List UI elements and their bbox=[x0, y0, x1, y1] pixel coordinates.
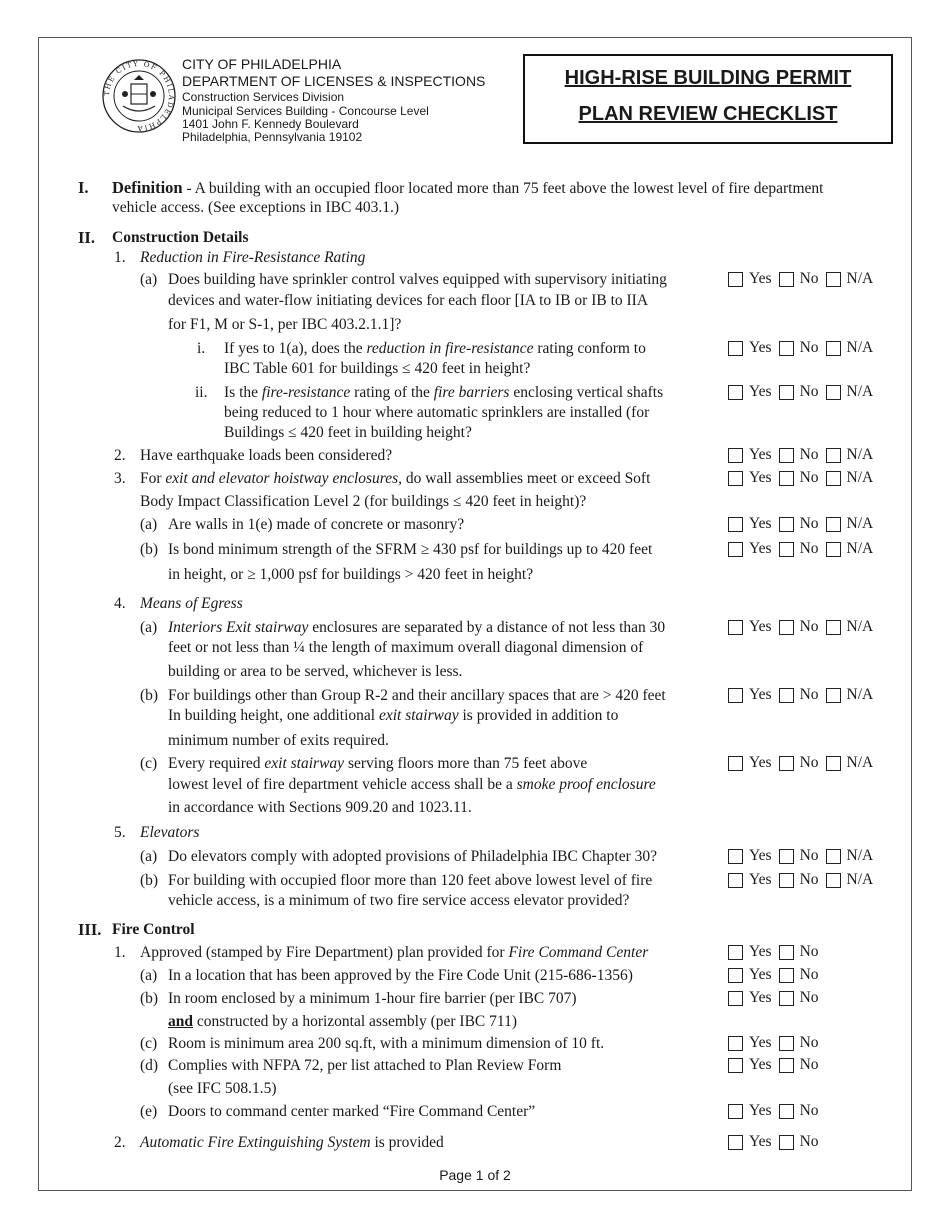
question-text: For buildings other than Group R-2 and their ancillary spaces that are > 420 feet bbox=[168, 687, 666, 704]
question-text: building or area to be served, whichever is less. bbox=[168, 663, 463, 680]
na-label: N/A bbox=[846, 339, 874, 356]
yes-checkbox[interactable] bbox=[728, 873, 743, 888]
yes-checkbox[interactable] bbox=[728, 272, 743, 287]
subitem-label: (c) bbox=[140, 1035, 158, 1052]
page-number: Page 1 of 2 bbox=[439, 1167, 511, 1183]
question-text: devices and water-flow initiating devices for each floor [IA to IB or IB to IIA bbox=[168, 292, 649, 309]
no-checkbox[interactable] bbox=[779, 517, 794, 532]
yes-label: Yes bbox=[749, 847, 772, 864]
subitem-label: (d) bbox=[140, 1057, 159, 1074]
no-checkbox[interactable] bbox=[779, 1058, 794, 1073]
definition-text-line2: vehicle access. (See exceptions in IBC 403.1.) bbox=[112, 199, 400, 216]
na-checkbox[interactable] bbox=[826, 873, 841, 888]
subitem-label: (a) bbox=[140, 619, 158, 636]
question-text: In room enclosed by a minimum 1-hour fire barrier (per IBC 707) bbox=[168, 990, 577, 1007]
answer-options bbox=[728, 943, 826, 961]
yes-label: Yes bbox=[749, 1034, 772, 1051]
question-text: IBC Table 601 for buildings ≤ 420 feet in height? bbox=[224, 360, 531, 377]
question-text: feet or not less than ¼ the length of maximum overall diagonal dimension of bbox=[168, 639, 644, 656]
item-number: 1. bbox=[114, 249, 126, 266]
no-label: No bbox=[799, 754, 819, 771]
na-label: N/A bbox=[846, 383, 874, 400]
na-label: N/A bbox=[846, 686, 874, 703]
yes-checkbox[interactable] bbox=[728, 1135, 743, 1150]
question-text: Is bond minimum strength of the SFRM ≥ 430 psf for buildings up to 420 feet bbox=[168, 541, 653, 558]
header-street: 1401 John F. Kennedy Boulevard bbox=[182, 117, 359, 131]
yes-label: Yes bbox=[749, 966, 772, 983]
answer-options bbox=[728, 686, 880, 704]
na-label: N/A bbox=[846, 270, 874, 287]
question-text: in height, or ≥ 1,000 psf for buildings > 420 feet in height? bbox=[168, 566, 534, 583]
header-building: Municipal Services Building - Concourse Level bbox=[182, 104, 429, 118]
na-label: N/A bbox=[846, 515, 874, 532]
question-text: Approved (stamped by Fire Department) plan provided for Fire Command Center bbox=[140, 944, 649, 961]
subitem-label: (b) bbox=[140, 872, 159, 889]
na-checkbox[interactable] bbox=[826, 849, 841, 864]
subitem-label: ii. bbox=[195, 384, 208, 401]
na-checkbox[interactable] bbox=[826, 756, 841, 771]
na-label: N/A bbox=[846, 618, 874, 635]
question-text: Buildings ≤ 420 feet in building height? bbox=[224, 424, 472, 441]
header-city-state: Philadelphia, Pennsylvania 19102 bbox=[182, 130, 363, 144]
na-label: N/A bbox=[846, 847, 874, 864]
yes-label: Yes bbox=[749, 383, 772, 400]
item-number: 1. bbox=[114, 944, 126, 961]
no-label: No bbox=[799, 966, 819, 983]
yes-checkbox[interactable] bbox=[728, 849, 743, 864]
yes-checkbox[interactable] bbox=[728, 1104, 743, 1119]
subitem-label: (e) bbox=[140, 1103, 158, 1120]
definition-text: Definition - A building with an occupied floor located more than 75 feet above the lowest level of fire department bbox=[112, 178, 824, 197]
question-text: Body Impact Classification Level 2 (for buildings ≤ 420 feet in height)? bbox=[140, 493, 587, 510]
question-text: Have earthquake loads been considered? bbox=[140, 447, 393, 464]
no-checkbox[interactable] bbox=[779, 849, 794, 864]
item-number: 3. bbox=[114, 470, 126, 487]
subitem-label: (b) bbox=[140, 687, 159, 704]
no-label: No bbox=[799, 1102, 819, 1119]
question-text: minimum number of exits required. bbox=[168, 732, 389, 749]
item-title: Elevators bbox=[140, 824, 200, 841]
answer-options bbox=[728, 270, 880, 288]
yes-label: Yes bbox=[749, 339, 772, 356]
question-text: (see IFC 508.1.5) bbox=[168, 1080, 277, 1097]
no-checkbox[interactable] bbox=[779, 385, 794, 400]
answer-options bbox=[728, 1034, 826, 1052]
subitem-label: (c) bbox=[140, 755, 158, 772]
no-label: No bbox=[799, 446, 819, 463]
no-checkbox[interactable] bbox=[779, 448, 794, 463]
yes-checkbox[interactable] bbox=[728, 1058, 743, 1073]
no-checkbox[interactable] bbox=[779, 1135, 794, 1150]
no-label: No bbox=[799, 686, 819, 703]
na-checkbox[interactable] bbox=[826, 341, 841, 356]
yes-checkbox[interactable] bbox=[728, 620, 743, 635]
section-number: I. bbox=[78, 178, 89, 197]
na-checkbox[interactable] bbox=[826, 448, 841, 463]
yes-checkbox[interactable] bbox=[728, 945, 743, 960]
answer-options bbox=[728, 1056, 826, 1074]
svg-text:THE CITY OF PHILADELPHIA: THE CITY OF PHILADELPHIA bbox=[102, 59, 176, 133]
answer-options bbox=[728, 618, 880, 636]
no-label: No bbox=[799, 871, 819, 888]
no-checkbox[interactable] bbox=[779, 873, 794, 888]
section-number: III. bbox=[78, 920, 102, 939]
yes-label: Yes bbox=[749, 618, 772, 635]
question-text: For exit and elevator hoistway enclosures, do wall assemblies meet or exceed Soft bbox=[140, 470, 651, 487]
section-number: II. bbox=[78, 228, 95, 247]
yes-label: Yes bbox=[749, 871, 772, 888]
question-text: in accordance with Sections 909.20 and 1023.11. bbox=[168, 799, 472, 816]
yes-checkbox[interactable] bbox=[728, 688, 743, 703]
answer-options bbox=[728, 989, 826, 1007]
no-checkbox[interactable] bbox=[779, 542, 794, 557]
yes-label: Yes bbox=[749, 469, 772, 486]
no-checkbox[interactable] bbox=[779, 688, 794, 703]
yes-label: Yes bbox=[749, 446, 772, 463]
answer-options bbox=[728, 966, 826, 984]
no-label: No bbox=[799, 540, 819, 557]
answer-options bbox=[728, 339, 880, 357]
yes-label: Yes bbox=[749, 540, 772, 557]
question-text: Doors to command center marked “Fire Command Center” bbox=[168, 1103, 536, 1120]
answer-options bbox=[728, 847, 880, 865]
na-label: N/A bbox=[846, 469, 874, 486]
na-checkbox[interactable] bbox=[826, 620, 841, 635]
na-checkbox[interactable] bbox=[826, 542, 841, 557]
answer-options bbox=[728, 754, 880, 772]
no-label: No bbox=[799, 270, 819, 287]
no-checkbox[interactable] bbox=[779, 756, 794, 771]
header-city: CITY OF PHILADELPHIA bbox=[182, 56, 342, 72]
subitem-label: (a) bbox=[140, 848, 158, 865]
subitem-label: (a) bbox=[140, 516, 158, 533]
question-text: Room is minimum area 200 sq.ft, with a minimum dimension of 10 ft. bbox=[168, 1035, 605, 1052]
no-checkbox[interactable] bbox=[779, 272, 794, 287]
yes-checkbox[interactable] bbox=[728, 968, 743, 983]
subitem-label: (a) bbox=[140, 967, 158, 984]
question-text: Automatic Fire Extinguishing System is provided bbox=[140, 1134, 444, 1151]
yes-label: Yes bbox=[749, 989, 772, 1006]
question-text: and constructed by a horizontal assembly (per IBC 711) bbox=[168, 1013, 517, 1030]
item-title: Means of Egress bbox=[140, 595, 243, 612]
item-title: Reduction in Fire-Resistance Rating bbox=[140, 249, 366, 266]
no-label: No bbox=[799, 847, 819, 864]
question-text: For building with occupied floor more than 120 feet above lowest level of fire bbox=[168, 872, 653, 889]
yes-checkbox[interactable] bbox=[728, 991, 743, 1006]
question-text: vehicle access, is a minimum of two fire service access elevator provided? bbox=[168, 892, 630, 909]
answer-options bbox=[728, 1133, 826, 1151]
title-box bbox=[523, 54, 893, 144]
question-text: Complies with NFPA 72, per list attached to Plan Review Form bbox=[168, 1057, 562, 1074]
na-checkbox[interactable] bbox=[826, 385, 841, 400]
question-text: Are walls in 1(e) made of concrete or masonry? bbox=[168, 516, 465, 533]
no-checkbox[interactable] bbox=[779, 968, 794, 983]
title-line-2: PLAN REVIEW CHECKLIST bbox=[578, 103, 838, 125]
answer-options bbox=[728, 871, 880, 889]
answer-options bbox=[728, 540, 880, 558]
question-text: In building height, one additional exit stairway is provided in addition to bbox=[168, 707, 619, 724]
yes-label: Yes bbox=[749, 686, 772, 703]
yes-checkbox[interactable] bbox=[728, 542, 743, 557]
yes-checkbox[interactable] bbox=[728, 448, 743, 463]
na-label: N/A bbox=[846, 540, 874, 557]
question-text: Do elevators comply with adopted provisions of Philadelphia IBC Chapter 30? bbox=[168, 848, 658, 865]
question-text: for F1, M or S-1, per IBC 403.2.1.1]? bbox=[168, 316, 402, 333]
no-checkbox[interactable] bbox=[779, 341, 794, 356]
yes-checkbox[interactable] bbox=[728, 756, 743, 771]
yes-checkbox[interactable] bbox=[728, 1036, 743, 1051]
yes-label: Yes bbox=[749, 1133, 772, 1150]
no-checkbox[interactable] bbox=[779, 1104, 794, 1119]
yes-label: Yes bbox=[749, 943, 772, 960]
question-text: Is the fire-resistance rating of the fire barriers enclosing vertical shafts bbox=[224, 384, 664, 401]
city-seal-icon bbox=[101, 58, 177, 134]
subitem-label: (a) bbox=[140, 271, 158, 288]
na-label: N/A bbox=[846, 446, 874, 463]
subitem-label: i. bbox=[197, 340, 206, 357]
item-number: 4. bbox=[114, 595, 126, 612]
no-label: No bbox=[799, 989, 819, 1006]
na-checkbox[interactable] bbox=[826, 272, 841, 287]
no-label: No bbox=[799, 1034, 819, 1051]
yes-checkbox[interactable] bbox=[728, 471, 743, 486]
yes-label: Yes bbox=[749, 270, 772, 287]
item-number: 5. bbox=[114, 824, 126, 841]
subitem-label: (b) bbox=[140, 990, 159, 1007]
no-label: No bbox=[799, 339, 819, 356]
no-label: No bbox=[799, 383, 819, 400]
question-text: lowest level of fire department vehicle access shall be a smoke proof enclosure bbox=[168, 776, 656, 793]
item-number: 2. bbox=[114, 447, 126, 464]
answer-options bbox=[728, 446, 880, 464]
question-text: Does building have sprinkler control valves equipped with supervisory initiating bbox=[168, 271, 667, 288]
no-checkbox[interactable] bbox=[779, 471, 794, 486]
no-label: No bbox=[799, 1056, 819, 1073]
yes-checkbox[interactable] bbox=[728, 517, 743, 532]
na-checkbox[interactable] bbox=[826, 688, 841, 703]
answer-options bbox=[728, 383, 880, 401]
question-text: being reduced to 1 hour where automatic sprinklers are installed (for bbox=[224, 404, 650, 421]
yes-label: Yes bbox=[749, 515, 772, 532]
na-label: N/A bbox=[846, 754, 874, 771]
header-department: DEPARTMENT OF LICENSES & INSPECTIONS bbox=[182, 73, 486, 89]
no-checkbox[interactable] bbox=[779, 620, 794, 635]
title-line-1: HIGH-RISE BUILDING PERMIT bbox=[564, 67, 852, 89]
no-label: No bbox=[799, 943, 819, 960]
na-checkbox[interactable] bbox=[826, 471, 841, 486]
no-checkbox[interactable] bbox=[779, 991, 794, 1006]
section-heading: Construction Details bbox=[112, 229, 249, 246]
question-text: Every required exit stairway serving floors more than 75 feet above bbox=[168, 755, 588, 772]
section-heading: Fire Control bbox=[112, 921, 195, 938]
na-label: N/A bbox=[846, 871, 874, 888]
answer-options bbox=[728, 1102, 826, 1120]
answer-options bbox=[728, 515, 880, 533]
question-text: If yes to 1(a), does the reduction in fire-resistance rating conform to bbox=[224, 340, 646, 357]
answer-options bbox=[728, 469, 880, 487]
question-text: In a location that has been approved by the Fire Code Unit (215-686-1356) bbox=[168, 967, 633, 984]
question-text: Interiors Exit stairway enclosures are separated by a distance of not less than 30 bbox=[168, 619, 666, 636]
yes-label: Yes bbox=[749, 754, 772, 771]
yes-checkbox[interactable] bbox=[728, 341, 743, 356]
yes-checkbox[interactable] bbox=[728, 385, 743, 400]
no-label: No bbox=[799, 515, 819, 532]
no-checkbox[interactable] bbox=[779, 1036, 794, 1051]
yes-label: Yes bbox=[749, 1056, 772, 1073]
item-number: 2. bbox=[114, 1134, 126, 1151]
no-checkbox[interactable] bbox=[779, 945, 794, 960]
yes-label: Yes bbox=[749, 1102, 772, 1119]
header-division: Construction Services Division bbox=[182, 90, 345, 104]
subitem-label: (b) bbox=[140, 541, 159, 558]
no-label: No bbox=[799, 1133, 819, 1150]
no-label: No bbox=[799, 469, 819, 486]
na-checkbox[interactable] bbox=[826, 517, 841, 532]
no-label: No bbox=[799, 618, 819, 635]
